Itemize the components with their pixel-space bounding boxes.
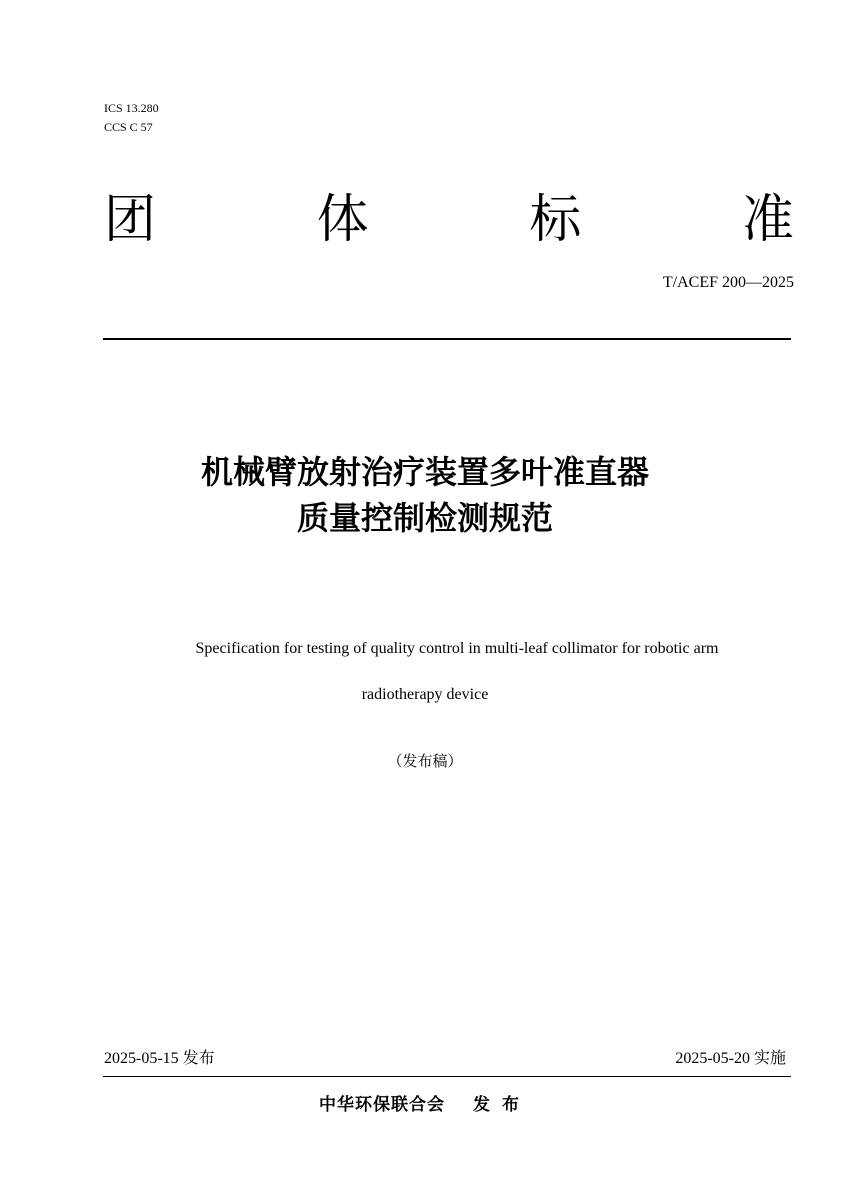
standard-type-char: 团 [104,190,157,250]
footer-divider [103,1076,791,1077]
publisher-name: 中华环保联合会 [319,1095,445,1115]
chinese-title-line-2: 质量控制检测规范 [296,499,553,537]
standard-type-char: 体 [316,190,369,250]
ccs-code: CCS C 57 [104,120,153,134]
english-title-line-2: radiotherapy device [361,686,489,703]
issue-date-label: 发布 [182,1048,215,1067]
chinese-title-line-1: 机械臂放射治疗装置多叶准直器 [200,453,649,491]
implementation-date-label: 实施 [753,1048,786,1067]
ics-code: ICS 13.280 [104,101,159,115]
standard-type-char: 标 [529,190,582,250]
issue-date-value: 2025-05-15 [104,1050,179,1067]
header-divider [103,338,791,340]
publish-label: 发布 [473,1095,531,1115]
standard-type-char: 准 [741,190,794,250]
publisher-line [0,1090,850,1115]
implementation-date [675,1045,786,1068]
implementation-date-value: 2025-05-20 [675,1050,750,1067]
standard-number: T/ACEF 200—2025 [662,274,794,291]
standard-type-heading [104,180,794,260]
issue-date [104,1045,215,1068]
english-title-line-1: Specification for testing of quality control in multi-leaf collimator for robotic arm [195,640,719,657]
classification-codes [104,99,159,137]
draft-status: （发布稿） [387,752,463,770]
